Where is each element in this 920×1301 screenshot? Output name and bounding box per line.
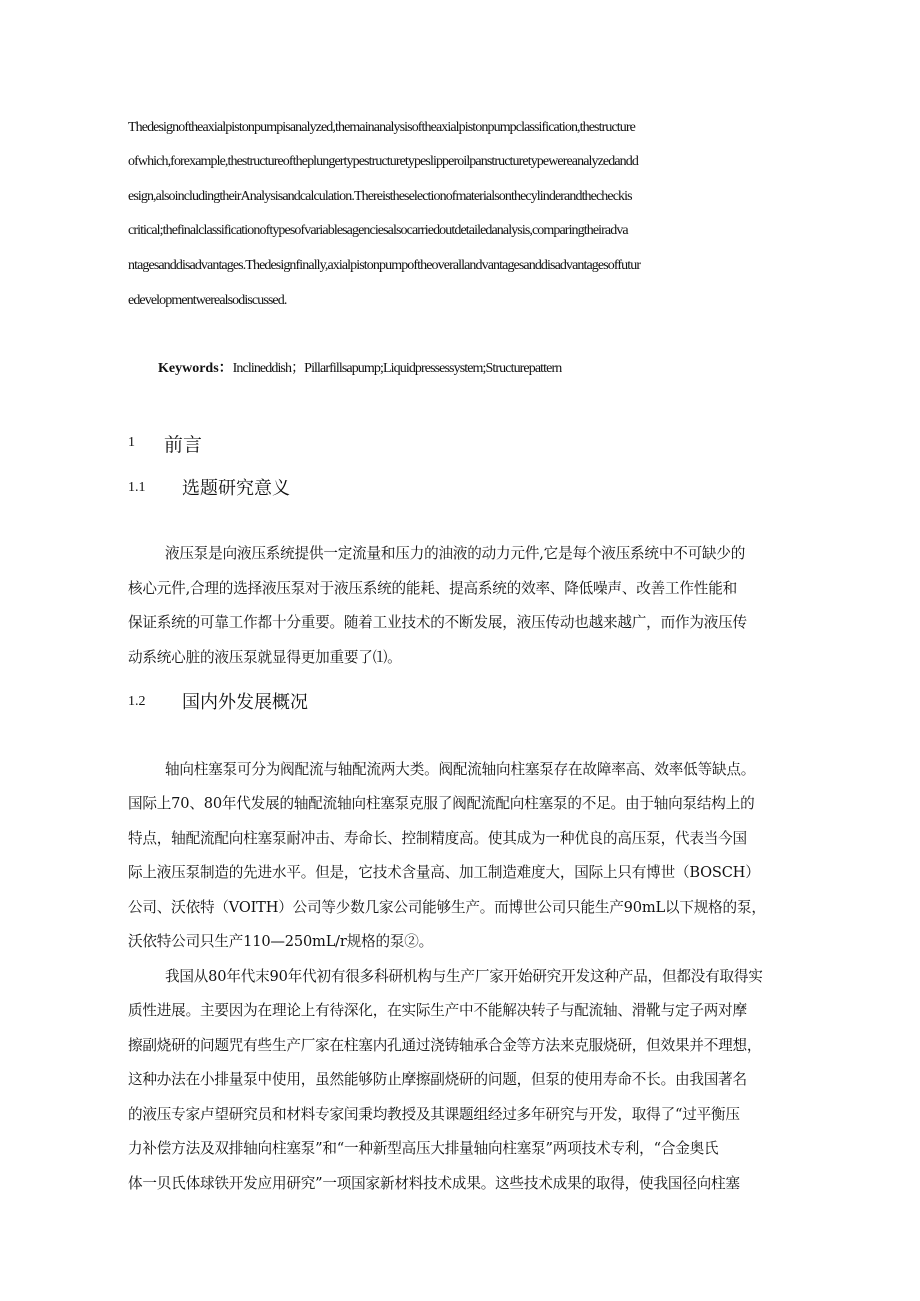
abstract-line: edevelopmentwerealsodiscussed. — [128, 293, 287, 308]
paragraph-line: 保证系统的可靠工作都十分重要。随着工业技术的不断发展，液压传动也越来越广，而作为液压传 — [128, 614, 747, 631]
paragraph-line: 公司、沃依特（VOITH）公司等少数几家公司能够生产。而博世公司只能生产90mL以下规格的泵， — [128, 899, 766, 916]
paragraph-line: 轴向柱塞泵可分为阀配流与轴配流两大类。阀配流轴向柱塞泵存在故障率高、效率低等缺点。 — [165, 761, 756, 778]
section-1-1-title: 选题研究意义 — [182, 478, 290, 499]
paragraph-line: 液压泵是向液压系统提供一定流量和压力的油液的动力元件,它是每个液压系统中不可缺少的 — [165, 545, 746, 562]
paragraph-line: 际上液压泵制造的先进水平。但是，它技术含量高、加工制造难度大，国际上只有博世（BOSCH） — [128, 864, 760, 881]
keywords-label: Keywords： — [158, 361, 233, 376]
paragraph-line: 擦副烧研的问题咒有些生产厂家在柱塞内孔通过浇铸轴承合金等方法来克服烧研，但效果并不理想， — [128, 1037, 762, 1054]
section-1-number: 1 — [128, 435, 135, 450]
paragraph-line: 动系统心脏的液压泵就显得更加重要了⑴。 — [128, 649, 402, 666]
keywords-text: Inclineddish；Pillarfillsapump;Liquidpressessystem;Structurepattern — [232, 361, 562, 376]
section-1-2-title: 国内外发展概况 — [182, 692, 308, 713]
section-1-title: 前言 — [164, 434, 203, 456]
paragraph-line: 质性进展。主要因为在理论上有待深化，在实际生产中不能解决转子与配流轴、滑靴与定子两对摩 — [128, 1002, 747, 1019]
paragraph-line: 力补偿方法及双排轴向柱塞泵”和“一种新型高压大排量轴向柱塞泵”两项技术专利，“合金奥氏 — [128, 1140, 719, 1157]
paragraph-line: 核心元件,合理的选择液压泵对于液压系统的能耗、提高系统的效率、降低噪声、改善工作性能和 — [128, 580, 737, 597]
section-1-2-number: 1.2 — [128, 694, 146, 709]
section-1-1-number: 1.1 — [128, 480, 146, 495]
abstract-line: ntagesanddisadvantages.Thedesignfinally,axialpistonpumpoftheoverallandvantagesanddisadvantagesoffutur — [128, 258, 641, 273]
abstract-line: esign,alsoincludingtheirAnalysisandcalculation.Thereistheselectionofmaterialsonthecylinderandthecheckis — [128, 189, 632, 204]
paragraph-line: 国际上70、80年代发展的轴配流轴向柱塞泵克服了阀配流配向柱塞泵的不足。由于轴向泵结构上的 — [128, 795, 755, 812]
keywords — [158, 357, 561, 377]
abstract-line: Thedesignoftheaxialpistonpumpisanalyzed,themainanalysisoftheaxialpistonpumpclassification,thestructure — [128, 120, 635, 135]
paragraph-line: 特点，轴配流配向柱塞泵耐冲击、寿命长、控制精度高。使其成为一种优良的高压泵，代表当今国 — [128, 830, 747, 847]
abstract-line: critical;thefinalclassificationoftypesofvariablesagenciesalsocarriedoutdetailedanalysis,comparingtheiradva — [128, 223, 628, 238]
paragraph-line: 体一贝氏体球铁开发应用研究”一项国家新材料技术成果。这些技术成果的取得，使我国径向柱塞 — [128, 1175, 740, 1192]
paragraph-line: 沃依特公司只生产110—250mL/r规格的泵②。 — [128, 933, 434, 950]
abstract-line: ofwhich,forexample,thestructureoftheplungertypestructuretypeslipperoilpanstructuretypewereanalyzedandd — [128, 154, 638, 169]
paragraph-line: 这种办法在小排量泵中使用，虽然能够防止摩擦副烧研的问题，但泵的使用寿命不长。由我国著名 — [128, 1071, 747, 1088]
paragraph-line: 我国从80年代末90年代初有很多科研机构与生产厂家开始研究开发这种产品，但都没有取得实 — [165, 968, 763, 985]
paragraph-line: 的液压专家卢望研究员和材料专家闰秉均教授及其课题组经过多年研究与开发，取得了“过平衡压 — [128, 1106, 740, 1123]
